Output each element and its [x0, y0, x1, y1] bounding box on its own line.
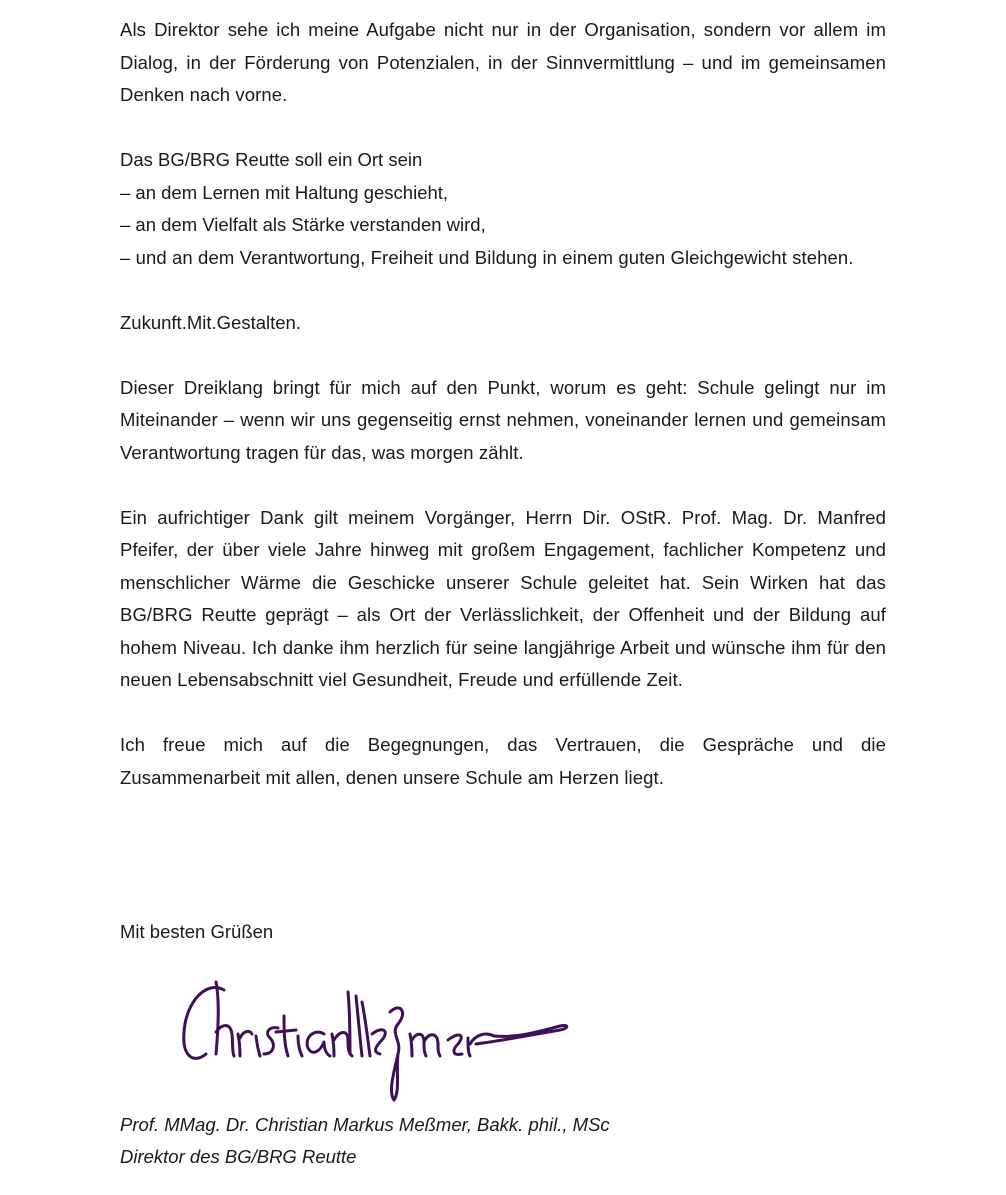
paragraph-gap	[120, 469, 886, 502]
place-item: – an dem Vielfalt als Stärke verstanden wird,	[120, 214, 486, 235]
place-item: – und an dem Verantwortung, Freiheit und Bildung in einem guten Gleichgewicht stehen.	[120, 246, 854, 268]
paragraph-gap	[120, 112, 886, 145]
place-item: – an dem Lernen mit Haltung geschieht,	[120, 181, 449, 203]
motto: Zukunft.Mit.Gestalten.	[120, 311, 301, 333]
closing-greeting: Mit besten Grüßen	[120, 921, 274, 942]
motto-paragraph: Dieser Dreiklang bringt für mich auf den Punkt, worum es geht: Schule gelingt nur im Miteinander – wenn wir uns gegenseitig ernst nehmen, voneinander lernen und gemeinsam Verantwortung tragen für das, was morgen zählt.	[120, 376, 886, 463]
paragraph-gap	[120, 274, 886, 307]
outlook-paragraph: Ich freue mich auf die Begegnungen, das Vertrauen, die Gespräche und die Zusammenarbeit mit allen, denen unsere Schule am Herzen liegt.	[120, 734, 886, 788]
handwritten-signature	[176, 972, 576, 1107]
thanks-paragraph: Ein aufrichtiger Dank gilt meinem Vorgänger, Herrn Dir. OStR. Prof. Mag. Dr. Manfred Pfeifer, der über viele Jahre hinweg mit großem Engagement, fachlicher Kompetenz und menschlicher Wärme die Geschicke unserer Schule geleitet hat. Sein Wirken hat das BG/BRG Reutte geprägt – als Ort der Verlässlichkeit, der Offenheit und der Bildung auf hohem Niveau. Ich danke ihm herzlich für seine langjährige Arbeit und wünsche ihm für den neuen Lebensabschnitt viel Gesundheit, Freude und erfüllende Zeit.	[120, 506, 886, 690]
paragraph-gap	[120, 339, 886, 372]
letter-body	[120, 14, 886, 794]
signer-title: Direktor des BG/BRG Reutte	[120, 1146, 357, 1167]
signer-name: Prof. MMag. Dr. Christian Markus Meßmer, Bakk. phil., MSc	[120, 1114, 610, 1135]
intro-paragraph: Als Direktor sehe ich meine Aufgabe nicht nur in der Organisation, sondern vor allem im Dialog, in der Förderung von Potenzialen, in der Sinnvermittlung – und im gemeinsamen Denken nach vorne.	[120, 19, 886, 105]
paragraph-gap	[120, 697, 886, 730]
place-intro: Das BG/BRG Reutte soll ein Ort sein	[120, 149, 423, 170]
